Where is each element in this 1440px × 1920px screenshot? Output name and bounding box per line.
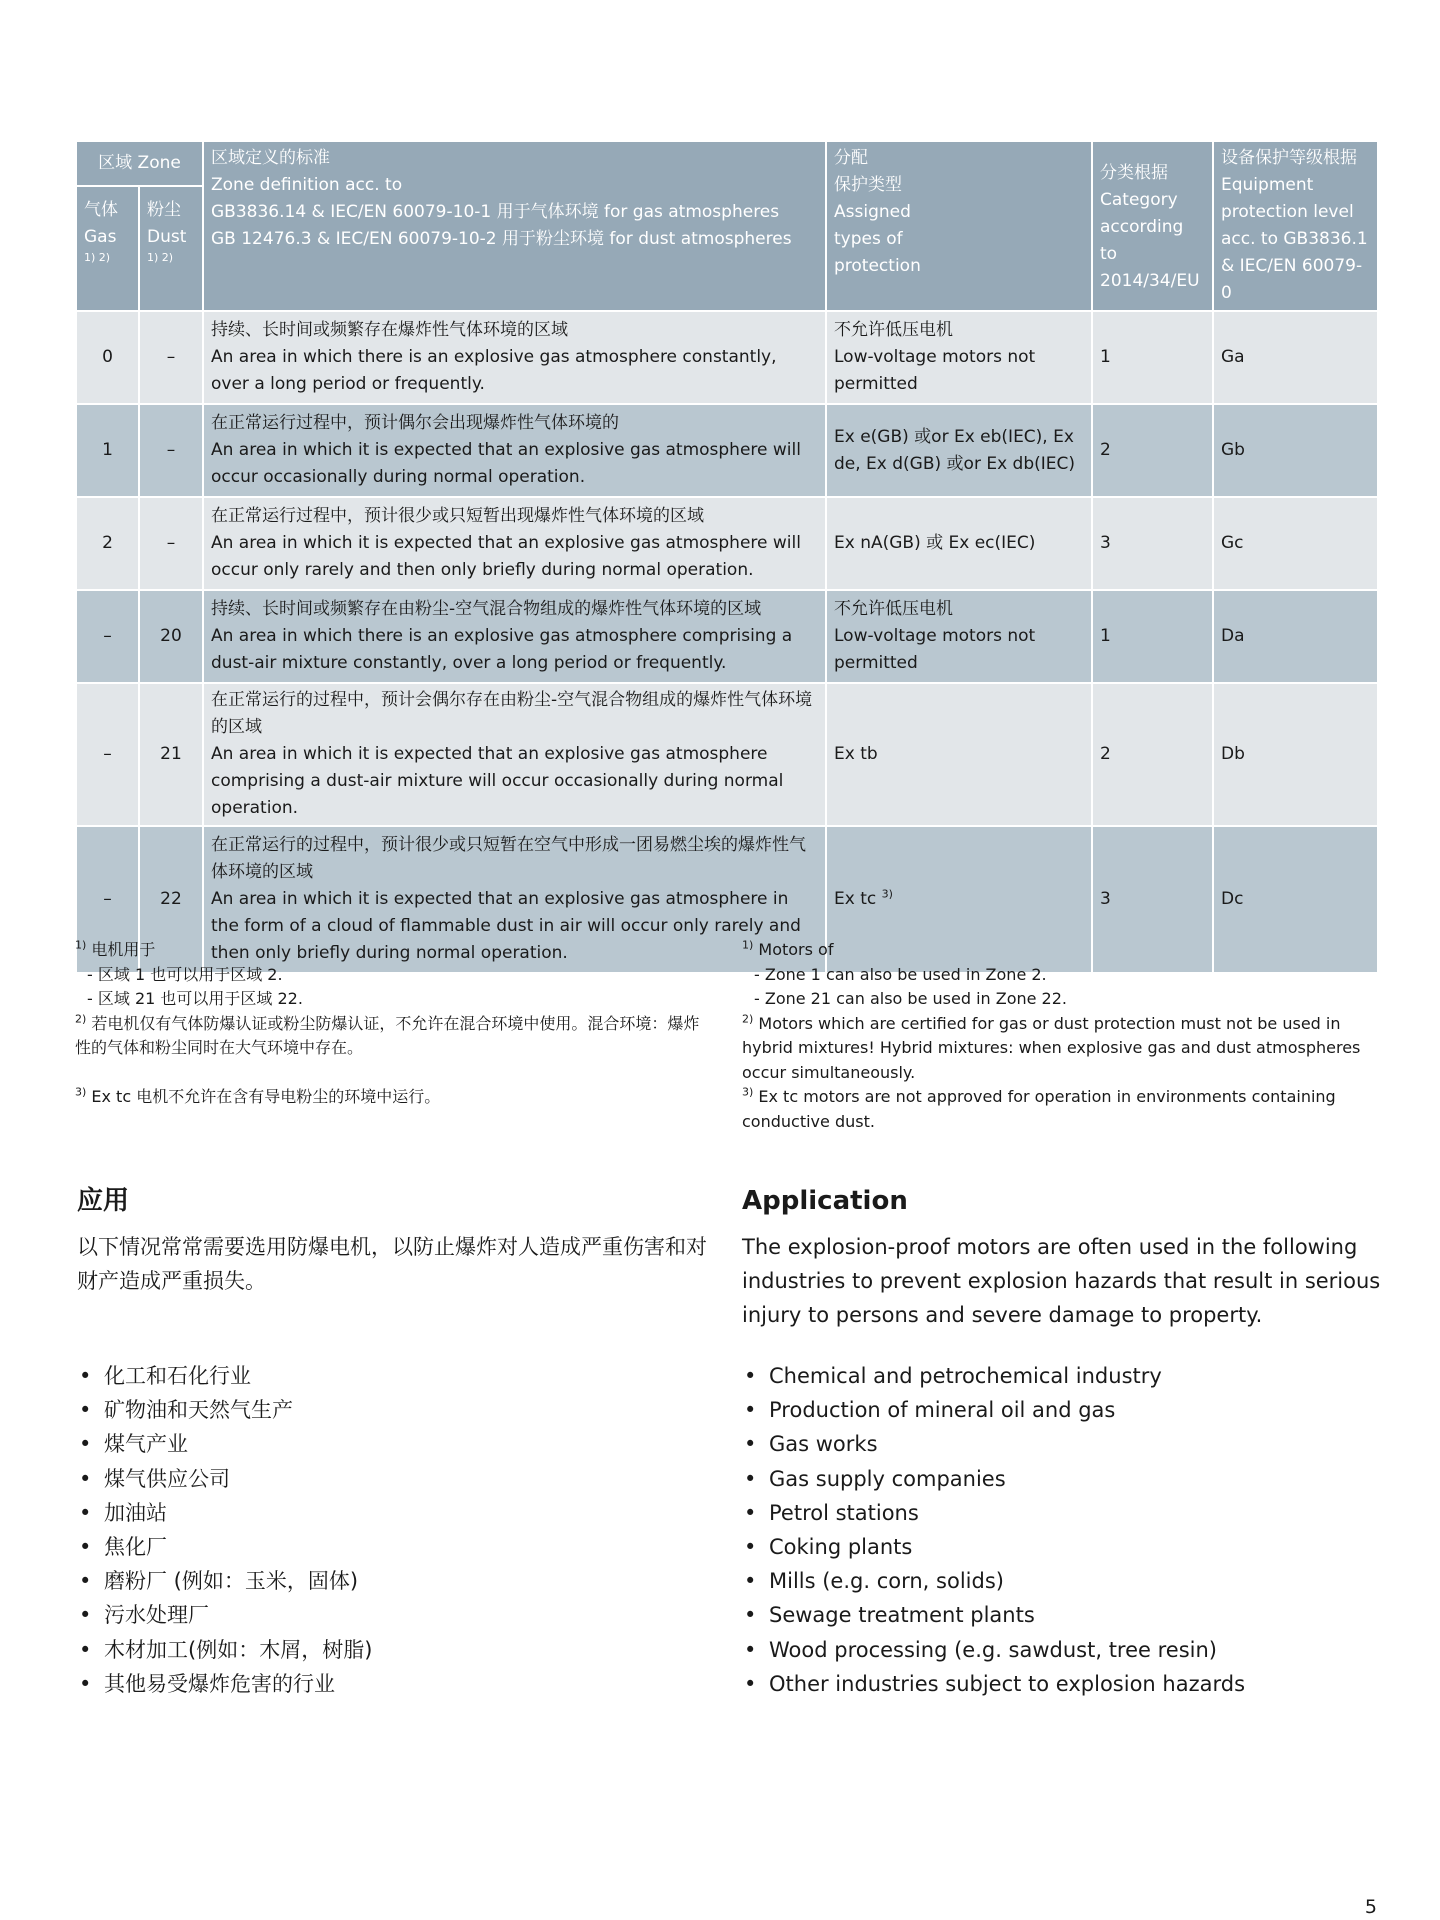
footnote-ref: 3) [881,887,893,901]
gas-zone-cell: 2 [76,497,139,590]
protection-cell: 不允许低压电机 Low-voltage motors not permitted [826,590,1092,683]
table-row [76,683,1378,826]
header-dust: 粉尘 Dust 1) 2) [139,186,203,311]
protection-cell: Ex tb [826,683,1092,826]
list-item: • Petrol stations [742,1496,1382,1530]
dust-zone-cell: – [139,497,203,590]
definition-cell: 在正常运行的过程中，预计会偶尔存在由粉尘-空气混合物组成的爆炸性气体环境的区域 An area in which it is expected that an explosive gas atmosphere comprising a dust-air mixture will occur occasionally during normal operation. [203,683,826,826]
footnotes-chinese: $^{1)}$ 电机用于 - 区域 1 也可以用于区域 2. - 区域 21 也可以用于区域 22. $^{2)}$ 若电机仅有气体防爆认证或粉尘防爆认证，不允许在混合环境中使用。混合环境：爆炸性的气体和粉尘同时在大气环境中存在。 $^{3)}$ Ex tc 电机不允许在含有导电粉尘的环境中运行。 [75,938,700,1106]
list-item: • 矿物油和天然气生产 [77,1393,717,1427]
table-row [76,590,1378,683]
category-cell: 1 [1092,590,1213,683]
list-item: • 污水处理厂 [77,1598,717,1632]
gas-zone-cell: – [76,826,139,973]
application-intro-cn: 以下情况常常需要选用防爆电机，以防止爆炸对人造成严重伤害和对财产造成严重损失。 [77,1235,707,1293]
category-cell: 2 [1092,683,1213,826]
page-number: 5 [1364,1896,1377,1918]
list-item: • 煤气供应公司 [77,1462,717,1496]
gas-zone-cell: – [76,590,139,683]
application-intro-en: The explosion-proof motors are often used in the following industries to prevent explosion hazards that result in serious injury to persons and severe damage to property. [742,1235,1381,1327]
table-header [76,141,1378,311]
list-item: • Coking plants [742,1530,1382,1564]
list-item: • Production of mineral oil and gas [742,1393,1382,1427]
list-item: • 化工和石化行业 [77,1359,717,1393]
definition-cell: 在正常运行过程中，预计很少或只短暂出现爆炸性气体环境的区域 An area in which it is expected that an explosive gas atmosphere will occur only rarely and then only briefly during normal operation. [203,497,826,590]
header-definition: 区域定义的标准 Zone definition acc. to GB3836.14 & IEC/EN 60079-10-1 用于气体环境 for gas atmospheres GB 12476.3 & IEC/EN 60079-10-2 用于粉尘环境 for dust atmospheres [203,141,826,311]
application-list-en [742,1359,1382,1701]
table-row [76,311,1378,404]
list-item: • Sewage treatment plants [742,1598,1382,1632]
application-list-cn [77,1359,717,1701]
list-item: • Gas works [742,1427,1382,1461]
application-title-en: Application [742,1186,908,1216]
header-epl: 设备保护等级根据 Equipment protection level acc. to GB3836.1 & IEC/EN 60079-0 [1213,141,1378,311]
gas-zone-cell: 1 [76,404,139,497]
dust-zone-cell: – [139,404,203,497]
list-item: • 其他易受爆炸危害的行业 [77,1667,717,1701]
epl-cell: Da [1213,590,1378,683]
epl-cell: Dc [1213,826,1378,973]
gas-zone-cell: 0 [76,311,139,404]
protection-cell: Ex tc $^{3)}$ [826,826,1092,973]
category-cell: 3 [1092,826,1213,973]
definition-cell: 在正常运行过程中，预计偶尔会出现爆炸性气体环境的 An area in which it is expected that an explosive gas atmosphere will occur occasionally during normal operation. [203,404,826,497]
epl-cell: Gb [1213,404,1378,497]
epl-cell: Gc [1213,497,1378,590]
list-item: • Mills (e.g. corn, solids) [742,1564,1382,1598]
list-item: • Chemical and petrochemical industry [742,1359,1382,1393]
dust-zone-cell: 22 [139,826,203,973]
zone-classification-table [75,140,1379,974]
footnotes-english: $^{1)}$ Motors of - Zone 1 can also be used in Zone 2. - Zone 21 can also be used in Zone 22. $^{2)}$ Motors which are certified for gas or dust protection must not be used in hybrid mixtures! Hybrid mixtures: when explosive gas and dust atmospheres occur simultaneously. $^{3)}$ Ex tc motors are not approved for operation in environments containing conductive dust. [742,938,1361,1131]
list-item: • 木材加工(例如：木屑，树脂) [77,1633,717,1667]
header-gas: 气体 Gas 1) 2) [76,186,139,311]
application-title-cn: 应用 [77,1186,130,1216]
gas-zone-cell: – [76,683,139,826]
category-cell: 1 [1092,311,1213,404]
category-cell: 3 [1092,497,1213,590]
header-category: 分类根据 Category according to 2014/34/EU [1092,141,1213,311]
list-item: • 焦化厂 [77,1530,717,1564]
definition-cell: 持续、长时间或频繁存在爆炸性气体环境的区域 An area in which there is an explosive gas atmosphere constantly, over a long period or frequently. [203,311,826,404]
header-protection: 分配 保护类型 Assigned types of protection [826,141,1092,311]
list-item: • 加油站 [77,1496,717,1530]
definition-cell: 持续、长时间或频繁存在由粉尘-空气混合物组成的爆炸性气体环境的区域 An area in which there is an explosive gas atmosphere comprising a dust-air mixture constantly, over a long period or frequently. [203,590,826,683]
category-cell: 2 [1092,404,1213,497]
list-item: • Wood processing (e.g. sawdust, tree resin) [742,1633,1382,1667]
list-item: • Other industries subject to explosion hazards [742,1667,1382,1701]
dust-zone-cell: 20 [139,590,203,683]
epl-cell: Db [1213,683,1378,826]
definition-cell: 在正常运行的过程中，预计很少或只短暂在空气中形成一团易燃尘埃的爆炸性气体环境的区域 An area in which it is expected that an explosive gas atmosphere in the form of a cloud of flammable dust in air will occur only rarely and then only briefly during normal operation. [203,826,826,973]
list-item: • 煤气产业 [77,1427,717,1461]
table-row [76,497,1378,590]
protection-cell: Ex e(GB) 或or Ex eb(IEC), Ex de, Ex d(GB) 或or Ex db(IEC) [826,404,1092,497]
table-row [76,404,1378,497]
list-item: • 磨粉厂 (例如：玉米，固体) [77,1564,717,1598]
header-zone: 区域 Zone [76,141,203,186]
dust-zone-cell: – [139,311,203,404]
dust-zone-cell: 21 [139,683,203,826]
epl-cell: Ga [1213,311,1378,404]
protection-cell: 不允许低压电机 Low-voltage motors not permitted [826,311,1092,404]
list-item: • Gas supply companies [742,1462,1382,1496]
protection-cell: Ex nA(GB) 或 Ex ec(IEC) [826,497,1092,590]
